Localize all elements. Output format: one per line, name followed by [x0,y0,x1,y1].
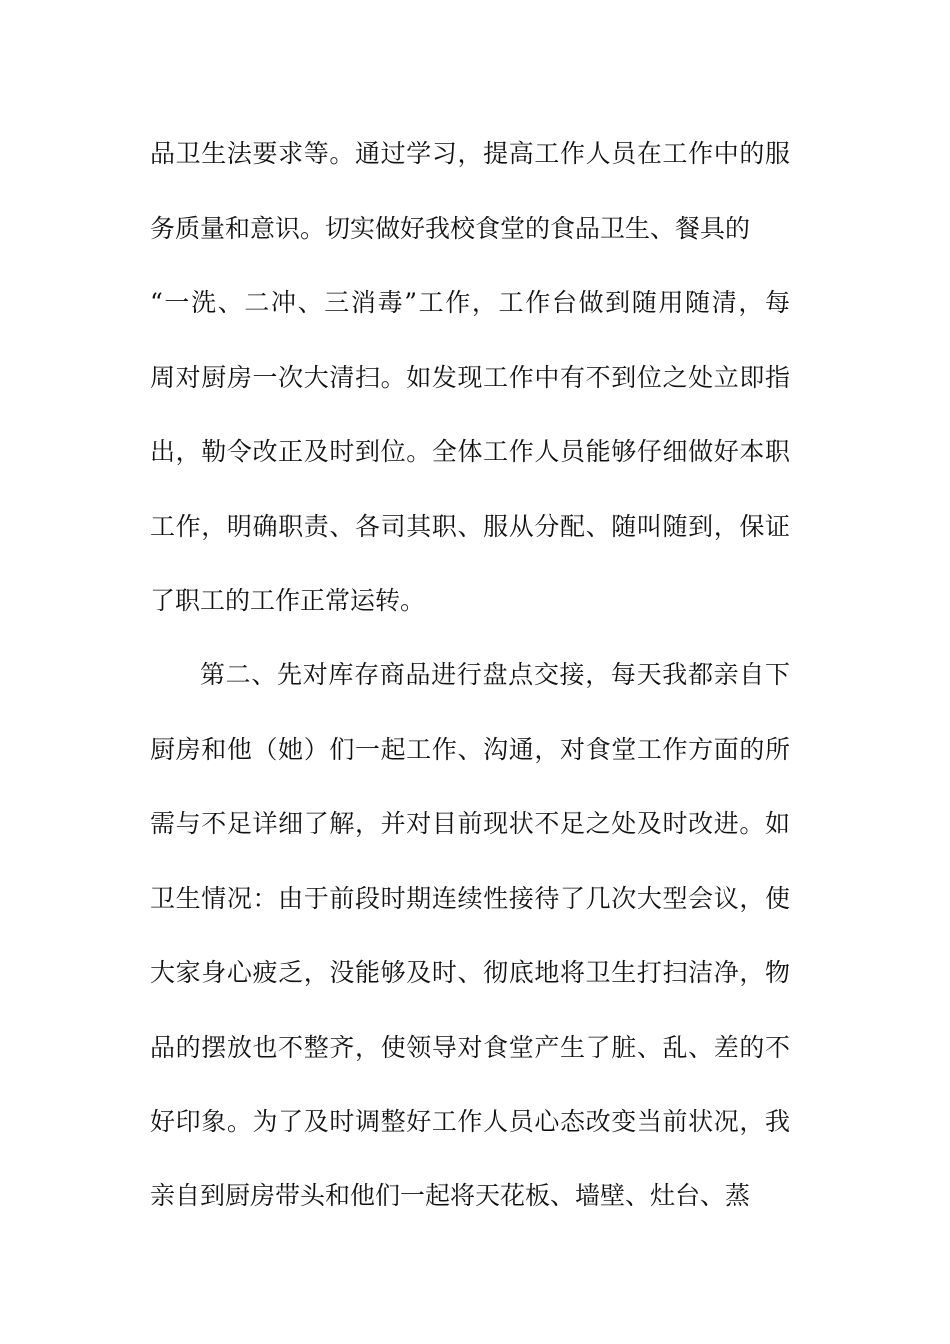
text-line: 了职工的工作正常运转。 [150,586,426,615]
text-line: 品的摆放也不整齐，使领导对食堂产生了脏、乱、差的不 [150,1033,790,1062]
text-line: 第二、先对库存商品进行盘点交接，每天我都亲自下 [200,660,790,689]
text-line: 厨房和他（她）们一起工作、沟通，对食堂工作方面的所 [150,735,790,764]
text-line: 出，勒令改正及时到位。全体工作人员能够仔细做好本职 [150,437,790,466]
text-line: “一洗、二冲、三消毒”工作，工作台做到随用随清，每 [150,288,790,317]
text-line: 工作，明确职责、各司其职、服从分配、随叫随到，保证 [150,512,790,541]
text-line: 卫生情况：由于前段时期连续性接待了几次大型会议，使 [150,884,790,913]
text-line: 品卫生法要求等。通过学习，提高工作人员在工作中的服 [150,139,790,168]
text-line: 需与不足详细了解，并对目前现状不足之处及时改进。如 [150,809,790,838]
text-line: 务质量和意识。切实做好我校食堂的食品卫生、餐具的 [150,214,751,243]
text-line: 周对厨房一次大清扫。如发现工作中有不到位之处立即指 [150,363,790,392]
text-line: 大家身心疲乏，没能够及时、彻底地将卫生打扫洁净，物 [150,958,790,987]
text-line: 亲自到厨房带头和他们一起将天花板、墙壁、灶台、蒸 [150,1181,751,1210]
text-line: 好印象。为了及时调整好工作人员心态改变当前状况，我 [150,1107,790,1136]
